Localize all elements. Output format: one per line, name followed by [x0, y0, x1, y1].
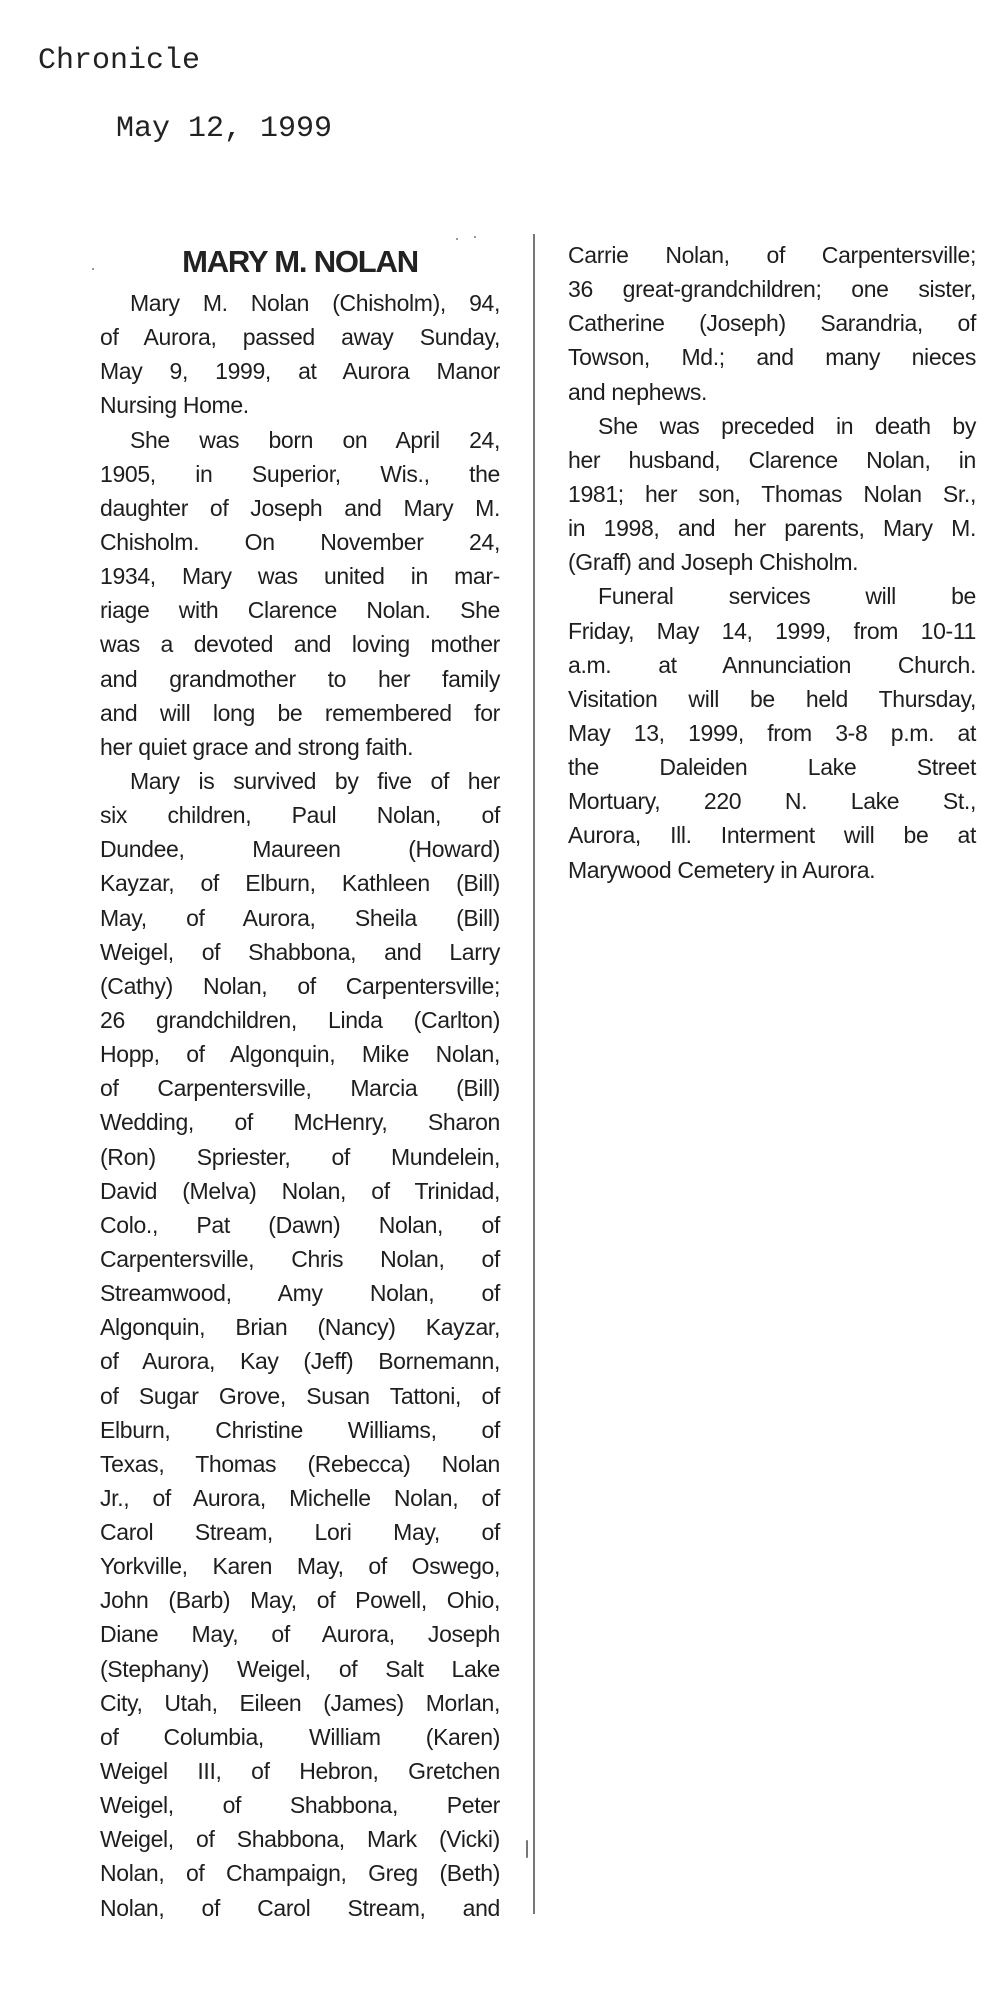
text-line: Weigel, of Shabbona, Mark (Vicki)	[100, 1826, 500, 1853]
text-line: John (Barb) May, of Powell, Ohio,	[100, 1587, 500, 1614]
scan-speck	[474, 236, 476, 238]
text-line: Kayzar, of Elburn, Kathleen (Bill)	[100, 870, 500, 897]
text-line: Algonquin, Brian (Nancy) Kayzar,	[100, 1314, 500, 1341]
text-line: Marywood Cemetery in Aurora.	[568, 856, 876, 883]
text-line: Aurora, Ill. Interment will be at	[568, 822, 976, 849]
text-line: Colo., Pat (Dawn) Nolan, of	[100, 1211, 500, 1238]
text-line: and grandmother to her family	[100, 665, 500, 692]
text-line: Texas, Thomas (Rebecca) Nolan	[100, 1450, 500, 1477]
text-line: Nursing Home.	[100, 392, 249, 419]
text-line: in 1998, and her parents, Mary M.	[568, 515, 976, 542]
text-line: Jr., of Aurora, Michelle Nolan, of	[100, 1484, 500, 1511]
text-line: Mary M. Nolan (Chisholm), 94,	[130, 290, 500, 316]
text-line: Yorkville, Karen May, of Oswego,	[100, 1553, 500, 1580]
text-line: was a devoted and loving mother	[100, 631, 500, 658]
text-line: Diane May, of Aurora, Joseph	[100, 1621, 500, 1648]
text-line: City, Utah, Eileen (James) Morlan,	[100, 1689, 500, 1716]
text-line: of Aurora, passed away Sunday,	[100, 324, 500, 351]
text-line: She was preceded in death by	[598, 412, 976, 439]
column-divider	[533, 234, 535, 1914]
text-line: her husband, Clarence Nolan, in	[568, 446, 976, 473]
obituary-headline: MARY M. NOLAN	[182, 244, 418, 279]
text-line: 26 grandchildren, Linda (Carlton)	[100, 1006, 500, 1033]
text-line: (Cathy) Nolan, of Carpentersville;	[100, 972, 500, 999]
text-line: and will long be remembered for	[100, 699, 500, 726]
text-line: of Sugar Grove, Susan Tattoni, of	[100, 1382, 500, 1409]
text-line: 1981; her son, Thomas Nolan Sr.,	[568, 480, 976, 507]
text-line: Visitation will be held Thursday,	[568, 685, 976, 712]
text-line: a.m. at Annunciation Church.	[568, 651, 976, 678]
text-line: 1905, in Superior, Wis., the	[100, 460, 500, 487]
text-line: Nolan, of Champaign, Greg (Beth)	[100, 1860, 500, 1887]
text-line: Carrie Nolan, of Carpentersville;	[568, 242, 976, 268]
text-line: Dundee, Maureen (Howard)	[100, 836, 500, 863]
text-line: Streamwood, Amy Nolan, of	[100, 1280, 500, 1307]
scan-speck	[526, 1840, 528, 1858]
text-line: 36 great-grandchildren; one sister,	[568, 276, 976, 303]
text-line: the Daleiden Lake Street	[568, 754, 976, 781]
text-line: Catherine (Joseph) Sarandria, of	[568, 310, 976, 337]
text-line: Hopp, of Algonquin, Mike Nolan,	[100, 1041, 500, 1068]
text-line: 1934, Mary was united in mar-	[100, 563, 500, 590]
obituary-column-1	[100, 286, 500, 1925]
obituary-column-2	[568, 238, 976, 887]
text-line: (Stephany) Weigel, of Salt Lake	[100, 1655, 500, 1682]
text-line: Towson, Md.; and many nieces	[568, 344, 976, 371]
text-line: Friday, May 14, 1999, from 10-11	[568, 617, 976, 644]
text-line: her quiet grace and strong faith.	[100, 733, 414, 760]
text-line: riage with Clarence Nolan. She	[100, 597, 500, 624]
text-line: Carol Stream, Lori May, of	[100, 1519, 500, 1546]
text-line: Mortuary, 220 N. Lake St.,	[568, 788, 976, 815]
text-line: of Aurora, Kay (Jeff) Bornemann,	[100, 1348, 500, 1375]
text-line: daughter of Joseph and Mary M.	[100, 494, 500, 521]
text-line: May, of Aurora, Sheila (Bill)	[100, 904, 500, 931]
text-line: Wedding, of McHenry, Sharon	[100, 1109, 500, 1136]
text-line: David (Melva) Nolan, of Trinidad,	[100, 1177, 500, 1204]
text-line: Nolan, of Carol Stream, and	[100, 1894, 500, 1921]
text-line: Weigel III, of Hebron, Gretchen	[100, 1758, 500, 1785]
text-line: Weigel, of Shabbona, and Larry	[100, 938, 500, 965]
publication-date: May 12, 1999	[116, 112, 333, 146]
text-line: Carpentersville, Chris Nolan, of	[100, 1245, 500, 1272]
text-line: (Ron) Spriester, of Mundelein,	[100, 1143, 500, 1170]
newspaper-name: Chronicle	[38, 44, 201, 78]
text-line: Funeral services will be	[598, 583, 976, 610]
scan-speck	[456, 238, 458, 240]
text-line: six children, Paul Nolan, of	[100, 802, 500, 829]
text-line: Weigel, of Shabbona, Peter	[100, 1792, 500, 1819]
text-line: Chisholm. On November 24,	[100, 528, 500, 555]
text-line: May 9, 1999, at Aurora Manor	[100, 358, 500, 385]
text-line: Mary is survived by five of her	[130, 767, 500, 794]
scan-speck	[92, 268, 94, 270]
text-line: of Carpentersville, Marcia (Bill)	[100, 1075, 500, 1102]
text-line: Elburn, Christine Williams, of	[100, 1416, 500, 1443]
text-line: (Graff) and Joseph Chisholm.	[568, 549, 859, 576]
text-line: May 13, 1999, from 3-8 p.m. at	[568, 719, 976, 746]
text-line: of Columbia, William (Karen)	[100, 1723, 500, 1750]
text-line: She was born on April 24,	[130, 426, 500, 453]
text-line: and nephews.	[568, 378, 708, 405]
